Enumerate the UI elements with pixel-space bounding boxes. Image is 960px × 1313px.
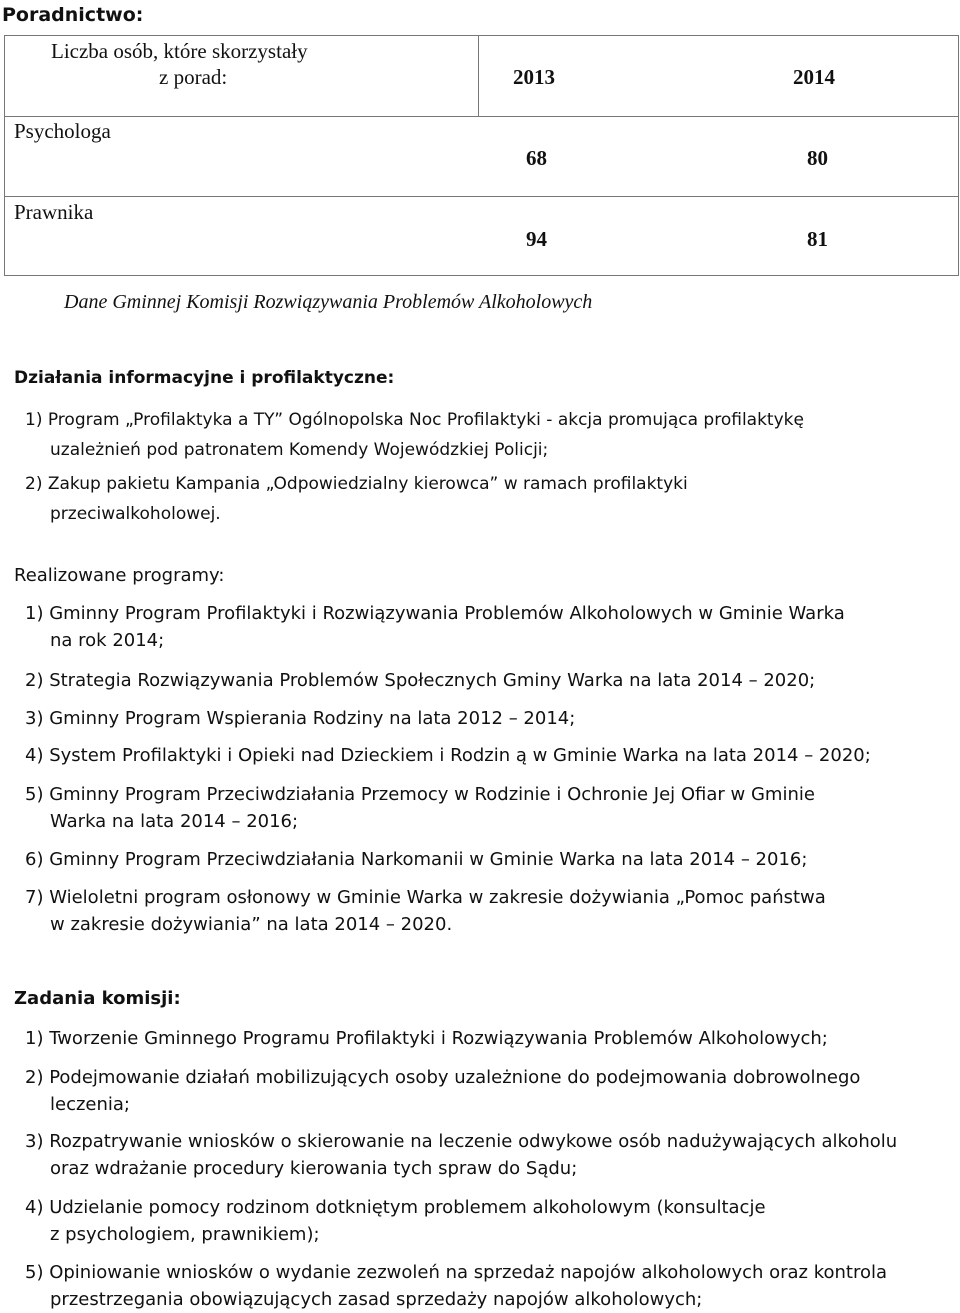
list-item: 1) Tworzenie Gminnego Programu Profilaktyki i Rozwiązywania Problemów Alkoholowych; [25, 1028, 828, 1049]
table-cell-psychologa-2014: 80 [807, 146, 828, 170]
list-item-line: oraz wdrażanie procedury kierowania tych spraw do Sądu; [50, 1158, 578, 1179]
list-item: 6) Gminny Program Przeciwdziałania Narkomanii w Gminie Warka na lata 2014 – 2016; [25, 849, 808, 870]
list-item-line: z psychologiem, prawnikiem); [50, 1224, 320, 1245]
list-item [25, 1259, 949, 1313]
list-item [25, 781, 949, 835]
list-item: 3) Gminny Program Wspierania Rodziny na lata 2012 – 2014; [25, 708, 576, 729]
list-item-line: 2) Podejmowanie działań mobilizujących osoby uzależnione do podejmowania dobrowolnego [25, 1067, 861, 1088]
table-cell-prawnika-2013: 94 [526, 227, 547, 251]
list-item-line: 1) Program „Profilaktyka a TY” Ogólnopolska Noc Profilaktyki - akcja promująca profilaktykę [25, 410, 804, 430]
list-item-line: 5) Gminny Program Przeciwdziałania Przemocy w Rodzinie i Ochronie Jej Ofiar w Gminie [25, 784, 815, 805]
list-item-line: 7) Wieloletni program osłonowy w Gminie Warka w zakresie dożywiania „Pomoc państwa [25, 887, 826, 908]
list-item-line: 1) Gminny Program Profilaktyki i Rozwiązywania Problemów Alkoholowych w Gminie Warka [25, 603, 845, 624]
table-header-line2: z porad: [159, 65, 228, 89]
table-divider [4, 116, 959, 117]
list-item: 2) Strategia Rozwiązywania Problemów Społecznych Gminy Warka na lata 2014 – 2020; [25, 670, 816, 691]
section-title-dzialania: Działania informacyjne i profilaktyczne: [14, 368, 395, 388]
list-item-line: w zakresie dożywiania” na lata 2014 – 2020. [50, 914, 453, 935]
table-divider [4, 196, 959, 197]
list-item-line: 5) Opiniowanie wniosków o wydanie zezwoleń na sprzedaż napojów alkoholowych oraz kontrola [25, 1262, 888, 1283]
list-item-line: 2) Zakup pakietu Kampania „Odpowiedzialny kierowca” w ramach profilaktyki [25, 474, 688, 494]
list-item [25, 884, 949, 938]
section-title-zadania: Zadania komisji: [14, 988, 181, 1009]
source-caption: Dane Gminnej Komisji Rozwiązywania Problemów Alkoholowych [64, 291, 593, 313]
list-item-line: Warka na lata 2014 – 2016; [50, 811, 299, 832]
list-item [25, 405, 949, 465]
table-year-2013: 2013 [513, 65, 555, 89]
table-cell-prawnika-2014: 81 [807, 227, 828, 251]
list-item: 4) System Profilaktyki i Opieki nad Dzieckiem i Rodzin ą w Gminie Warka na lata 2014 – 2020; [25, 745, 871, 766]
list-item [25, 1128, 949, 1182]
table-year-2014: 2014 [793, 65, 835, 89]
list-item-line: leczenia; [50, 1094, 130, 1115]
list-item [25, 469, 949, 529]
list-item-line: 4) Udzielanie pomocy rodzinom dotkniętym problemem alkoholowym (konsultacje [25, 1197, 766, 1218]
list-item [25, 1194, 949, 1248]
section-title-programy: Realizowane programy: [14, 565, 225, 586]
list-item-line: przeciwalkoholowej. [50, 504, 221, 524]
list-item [25, 1064, 949, 1118]
list-item-line: na rok 2014; [50, 630, 165, 651]
table-row-label-prawnika: Prawnika [14, 200, 94, 224]
list-item-line: uzależnień pod patronatem Komendy Wojewódzkiej Policji; [50, 440, 549, 460]
list-item-line: 3) Rozpatrywanie wniosków o skierowanie na leczenie odwykowe osób nadużywających alkoholu [25, 1131, 898, 1152]
table-row-label-psychologa: Psychologa [14, 119, 111, 143]
list-item-line: przestrzegania obowiązujących zasad sprzedaży napojów alkoholowych; [50, 1289, 703, 1310]
section-title-poradnictwo: Poradnictwo: [2, 4, 144, 26]
table-cell-psychologa-2013: 68 [526, 146, 547, 170]
table-divider [478, 35, 479, 117]
table-header-line1: Liczba osób, które skorzystały [51, 39, 308, 63]
list-item [25, 600, 949, 654]
